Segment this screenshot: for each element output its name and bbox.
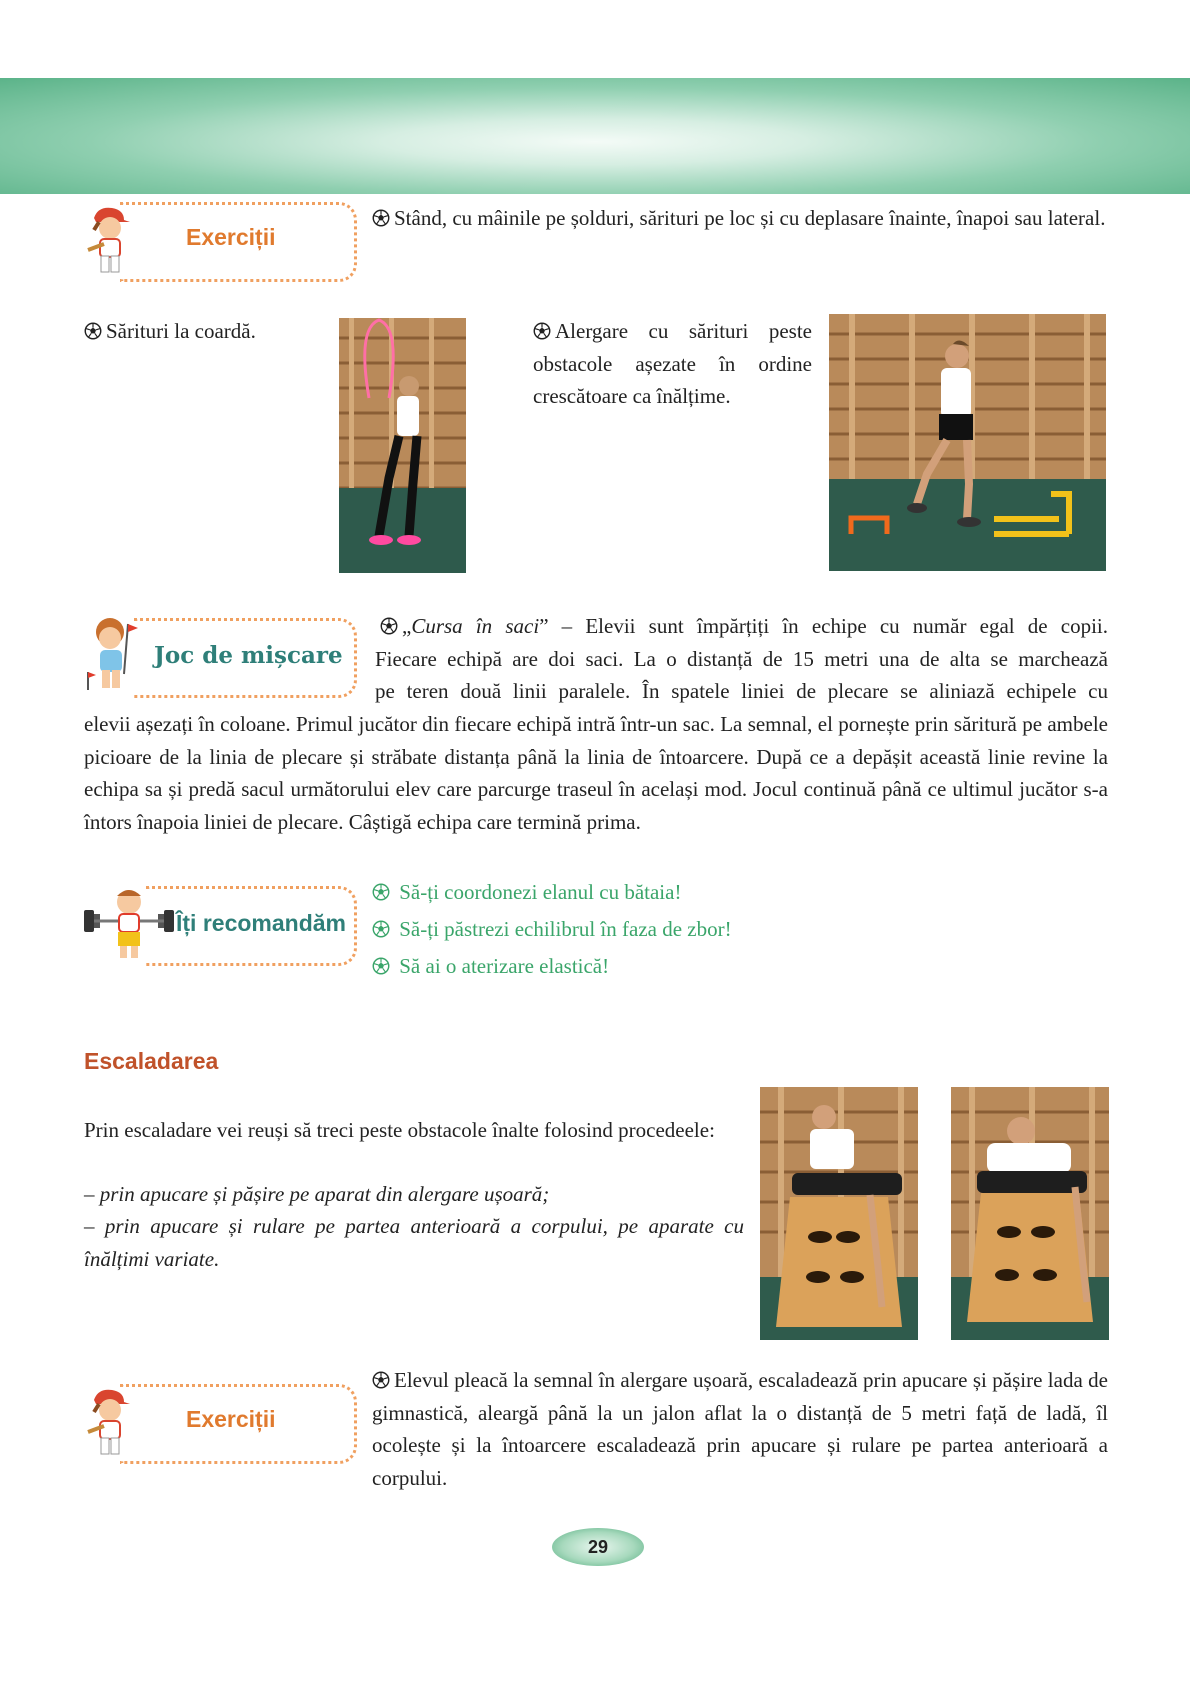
recommend-item-2 (372, 911, 1072, 948)
exercitii-2-label: Exerciții (186, 1406, 276, 1432)
escalade-item-1: – prin apucare și pășire pe aparat din alergare ușoară; (84, 1182, 550, 1206)
kid-girl-icon (84, 614, 140, 694)
escalade-item-2: – prin apucare și rulare pe partea anterioară a corpului, pe aparate cu înălțimi variate. (84, 1214, 744, 1271)
football-icon (372, 883, 390, 901)
football-icon (372, 920, 390, 938)
recommend-item-3-text: Să ai o aterizare elastică! (399, 954, 610, 978)
game-text-line-2: Fiecare echipă are doi saci. La o distanță de 15 metri una de alta se marchează (375, 647, 1108, 671)
exercitii-label: Exerciții (186, 224, 276, 250)
vault-photo-1 (760, 1087, 918, 1340)
page-number-text: 29 (587, 1536, 609, 1557)
football-icon (372, 209, 390, 227)
exercise-bullet-1-text: Stând, cu mâinile pe șolduri, sărituri pe loc și cu deplasare înainte, înapoi sau lateral. (394, 206, 1106, 230)
game-open-quote: „ (402, 614, 412, 638)
exercise-bullet-1 (372, 202, 1108, 235)
recommend-item-2-text: Să-ți păstrezi echilibrul în faza de zbor! (399, 917, 732, 941)
game-text-line-3: pe teren două linii paralele. În spatele liniei de plecare se aliniază echipele cu (375, 679, 1108, 703)
recomandam-label: Îți recomandăm (176, 910, 346, 936)
game-text-line-1: Elevii sunt împărțiți în echipe cu număr egal de copii. (585, 614, 1109, 638)
game-title: Cursa în saci (411, 614, 540, 638)
exercise-bullet-2-text: Sărituri la coardă. (106, 319, 256, 343)
football-icon (533, 322, 551, 340)
exercise-bullet-3-text: Alergare cu sărituri peste obstacole așezate în ordine crescătoare ca înălțime. (533, 319, 812, 408)
jump-rope-photo (339, 318, 466, 573)
game-close-quote: ” – (539, 614, 586, 638)
football-icon (372, 957, 390, 975)
game-intro-line-1 (380, 610, 1108, 643)
exercise-bullet-3 (533, 315, 812, 413)
recommend-item-1-text: Să-ți coordonezi elanul cu bătaia! (399, 880, 682, 904)
recommend-item-3 (372, 948, 1072, 985)
exercise-bullet-2 (84, 315, 304, 348)
page-number (552, 1528, 644, 1566)
escaladarea-title: Escaladarea (84, 1048, 219, 1074)
recommend-item-1 (372, 874, 1072, 911)
football-icon (372, 1371, 390, 1389)
game-text-rest: elevii așezați în coloane. Primul jucător din fiecare echipă intră într-un sac. La semnal, el pornește prin săritură pe ambele picioare de la linia de plecare și străbate distanța până la linia de întoarcere. După ce a depășit această linie revine la echipa sa și predă sacul următorului elev care parcurge traseul în același mod. Jocul continuă până ce ultimul jucător s-a întors înapoia liniei de plecare. Câștigă echipa care termină prima. (84, 712, 1108, 834)
escalade-intro: Prin escaladare vei reuși să treci peste obstacole înalte folosind procedeele: (84, 1118, 715, 1142)
exercise-2-text (372, 1364, 1108, 1494)
football-icon (380, 617, 398, 635)
header-band (0, 78, 1190, 194)
vault-photo-2 (951, 1087, 1109, 1340)
joc-label: Joc de mișcare (154, 642, 343, 669)
exercise-2-text-content: Elevul pleacă la semnal în alergare ușoară, escaladează prin apucare și pășire lada de gimnastică, aleargă până la un jalon aflat la o distanță de 5 metri față de ladă, îl ocolește și la întoarcere escaladează prin apucare și rulare pe partea anterioară a corpului. (372, 1368, 1108, 1490)
football-icon (84, 322, 102, 340)
hurdles-photo (829, 314, 1106, 571)
